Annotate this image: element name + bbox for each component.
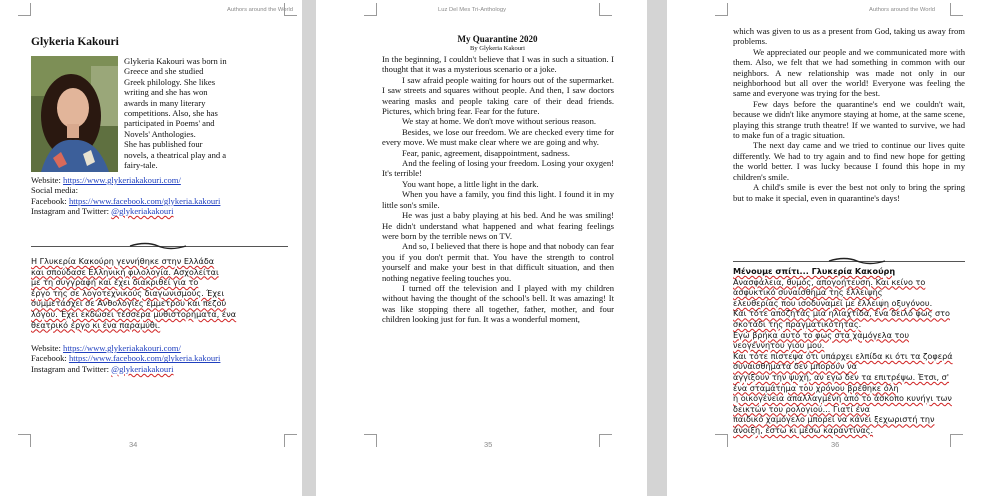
crop-mark: [950, 3, 963, 16]
story-title: My Quarantine 2020: [457, 34, 538, 44]
bio-line: Novels' Anthologies.: [124, 128, 196, 139]
crop-mark: [950, 434, 963, 447]
greek-text: [733, 266, 973, 436]
running-header: Luz Del Mes Tri-Anthology: [438, 7, 506, 13]
story-body: [382, 54, 614, 325]
social-media-label: Social media:: [31, 185, 79, 196]
greek-line: δεικτών του ρολογιού... Γιατί ένα: [733, 403, 870, 414]
story-paragraph: You want hope, a little light in the dark.: [402, 178, 539, 189]
separator-flourish: [827, 256, 887, 266]
facebook-label: Facebook:: [31, 195, 69, 206]
greek-bio-line: και σπούδασε Ελληνική φιλολογία. Ασχολείται: [31, 266, 219, 277]
running-header: Authors around the World: [869, 7, 935, 13]
story-paragraph: The next day came and we tried to continue our lives quite differently. We had to try again and to find new hope for getting the world better. I was lucky because I found this hope in my children's smile.: [733, 140, 965, 182]
greek-line: συναισθήματα δεν μπορούν να: [733, 361, 858, 372]
bio-line: Glykeria Kakouri was born in: [124, 56, 227, 66]
crop-mark: [18, 434, 31, 447]
page-34: [0, 0, 302, 496]
greek-line: η οικογένεια απαλλαγμένη από το άσκοπο κυνήγι των: [733, 393, 952, 404]
page-number: 35: [484, 440, 493, 449]
crop-mark: [364, 434, 377, 447]
bio-line: Greece and she studied: [124, 66, 204, 77]
story-paragraph: A child's smile is ever the best not only to bring the spring but to make it special, even in quarantine's days!: [733, 182, 965, 203]
greek-bio-line: Η Γλυκερία Κακούρη γεννήθηκε στην Ελλάδα: [31, 256, 215, 266]
bio-line: She has published four: [124, 139, 203, 150]
greek-bio-line: έργο της σε λογοτεχνικούς διαγωνισμούς. Έχει: [31, 287, 225, 298]
greek-line: ένα σταμάτημα του χρόνου βρέθηκε όλη: [733, 382, 899, 393]
greek-line: αγγίξουν την ψυχή, αν εγώ δεν τα επιτρέψω. Έτσι, σ': [733, 371, 950, 382]
greek-line: σκοτάδι της πραγματικότητας.: [733, 318, 862, 329]
greek-title: Μένουμε σπίτι... Γλυκερία Κακούρη: [733, 266, 896, 276]
bio-line: participated in Poems' and: [124, 118, 215, 129]
story-byline: By Glykeria Kakouri: [470, 45, 525, 52]
greek-line: νεογέννητου γιου μου.: [733, 340, 825, 351]
greek-line: παιδικό χαμόγελο μπορεί να κάνει ξεχωριστή την: [733, 414, 935, 425]
page-36: [667, 0, 992, 496]
crop-mark: [715, 434, 728, 447]
page-number: 34: [129, 440, 138, 449]
story-paragraph: We appreciated our people and we communicated more with them. Also, we felt that we had something in common with our neighbors. A new relationship was made not only in our neighborhood but all over the world! Everyone was feeling the same and everyone was trying for the best.: [733, 46, 965, 99]
story-paragraph: Fear, panic, agreement, disappointment, sadness.: [402, 147, 570, 158]
separator-flourish: [128, 241, 188, 251]
page-35: [316, 0, 647, 496]
website-label: Website:: [31, 175, 64, 185]
author-bio: [124, 56, 299, 170]
story-paragraph: I saw afraid people waiting for hours out of the supermarket. I saw streets and squares without people. And then, I saw doctors wearing masks and people taking care of their dead friends. Pictures, which bring fear. Fear for the future.: [382, 74, 614, 117]
story-paragraph: And so, I believed that there is hope and that nobody can fear you if you don't permit that. You have the strength to control yourself and make your best in that difficult situation, and then nothing negative feeling touches you.: [382, 241, 614, 283]
crop-mark: [599, 3, 612, 16]
page-number: 36: [831, 440, 840, 449]
facebook-label: Facebook:: [31, 353, 69, 364]
story-paragraph: When you have a family, you find this light. I found it in my little son's smile.: [382, 189, 614, 210]
greek-line: Και τότε πίστεψα ότι υπάρχει ελπίδα κι ότι τα ζοφερά: [733, 350, 953, 361]
bio-line: Greek philology. She likes: [124, 76, 216, 87]
story-paragraph: He was just a baby playing at his bed. And he was smiling! He didn't understand what happened and what fearing feelings were born by the terrible news on TV.: [382, 210, 614, 241]
greek-line: Εγώ βρήκα αυτό το φως στα χαμόγελα του: [733, 329, 910, 340]
story-paragraph: which was given to us as a present from God, taking us away from problems.: [733, 26, 965, 47]
crop-mark: [284, 434, 297, 447]
instagram-handle[interactable]: @glykeriakakouri: [111, 206, 174, 217]
instagram-label: Instagram and Twitter:: [31, 206, 112, 217]
running-header: Authors around the World: [227, 7, 293, 13]
greek-line: ελευθερίας που ισοδυναμεί με έλλειψη οξυγόνου.: [733, 297, 933, 308]
crop-mark: [364, 3, 377, 16]
crop-mark: [18, 3, 31, 16]
crop-mark: [715, 3, 728, 16]
greek-bio-line: με τη συγγραφή και έχει διακριθεί για το: [31, 277, 199, 288]
story-paragraph: Besides, we lose our freedom. We are checked every time for every move. We must make clear where we are going and why.: [382, 126, 614, 148]
story-paragraph: I turned off the television and I played with my children without having the thought of the school's bell. It was amazing! It was like stopping there all together, father, mother, and four children looking just for fun. It was a wonderful moment,: [382, 282, 614, 325]
author-name-heading: Glykeria Kakouri: [31, 36, 119, 48]
website-link[interactable]: https://www.glykeriakakouri.com/: [63, 175, 181, 185]
bio-line: writing and she has won: [124, 87, 208, 98]
bio-line: fairy-tale.: [124, 160, 158, 171]
greek-line: ασφυκτικό συναίσθημα της έλλειψης: [733, 287, 883, 298]
greek-line: άνοιξη, έστω κι μέσω καραντίνας.: [733, 424, 874, 435]
website-link[interactable]: https://www.glykeriakakouri.com/: [63, 343, 181, 353]
author-photo: [31, 56, 118, 172]
greek-bio-line: συμμετάσχει σε Ανθολογίες έμμετρου και πεζού: [31, 298, 227, 309]
facebook-link[interactable]: https://www.facebook.com/glykeria.kakouri: [68, 195, 221, 206]
instagram-label: Instagram and Twitter:: [31, 363, 112, 374]
website-label: Website:: [31, 343, 64, 353]
greek-bio: [31, 256, 289, 330]
story-paragraph: We stay at home. We don't move without serious reason.: [402, 116, 597, 127]
author-photo-image: [31, 56, 118, 172]
facebook-link[interactable]: https://www.facebook.com/glykeria.kakouri: [68, 353, 221, 364]
bio-line: awards in many literary: [124, 97, 206, 108]
greek-bio-line: θεατρικό έργο κι ένα παραμύθι.: [31, 319, 161, 330]
greek-line: Και τότε αποζητάς μια ηλιαχτίδα, ένα δειλό φως στο: [733, 308, 950, 319]
crop-mark: [599, 434, 612, 447]
bio-line: novels, a theatrical play and a: [124, 149, 227, 160]
story-paragraph: And the feeling of losing your freedom. Losing your oxygen! It's terrible!: [382, 158, 614, 179]
greek-bio-line: λόγου. Έχει εκδώσει τέσσερα μυθιστορήματα, ένα: [31, 308, 237, 319]
greek-line: Ανασφάλεια, θυμός, απογοήτευση. Και κείνο το: [733, 276, 926, 287]
instagram-handle[interactable]: @glykeriakakouri: [111, 363, 174, 374]
bio-line: competitions. Also, she has: [124, 108, 218, 119]
contact-block: [31, 175, 297, 217]
story-paragraph: In the beginning, I couldn't believe that I was in such a situation. I thought that it was a mysterious scenario or a joke.: [382, 54, 614, 75]
story-body-continued: [733, 26, 965, 203]
story-paragraph: Few days before the quarantine's end we couldn't wait, because we didn't like anymore staying at home, at the same scene, playing this strange truth theatre! If we wanted to survive, we had to make fun of a tragic situation.: [733, 98, 965, 141]
contact-block-2: [31, 343, 297, 374]
